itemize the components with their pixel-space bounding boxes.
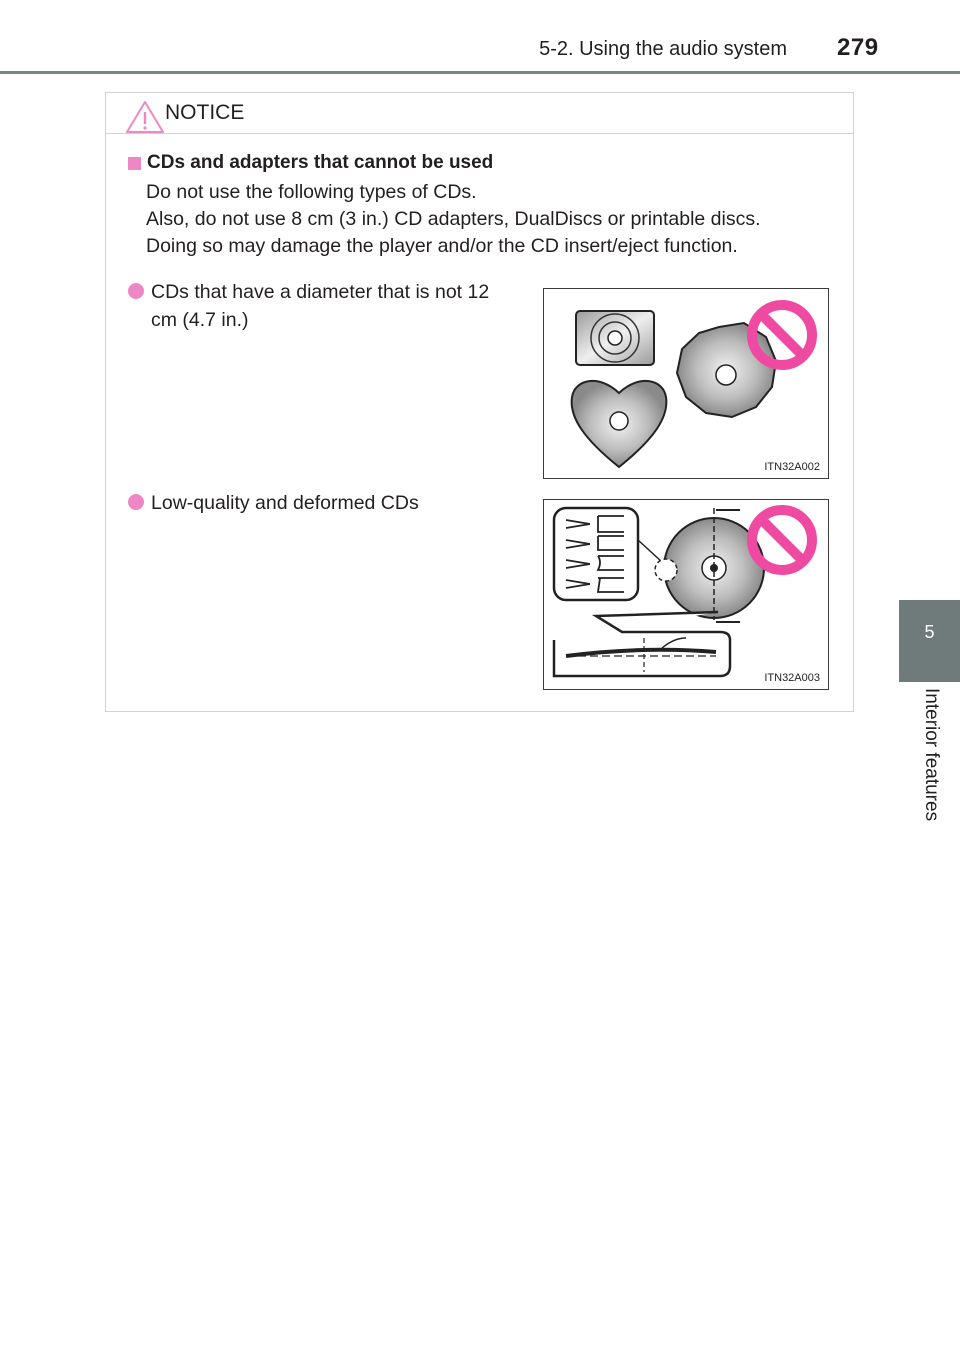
notice-title: NOTICE <box>165 101 245 124</box>
body-line: Also, do not use 8 cm (3 in.) CD adapters, DualDiscs or printable discs. <box>146 208 761 230</box>
round-bullet-icon <box>128 494 144 510</box>
chapter-number: 5 <box>924 622 935 642</box>
list-item-text: Low-quality and deformed CDs <box>151 492 419 514</box>
figure-deformed-cds <box>543 499 829 690</box>
chapter-label: Interior features <box>921 688 942 822</box>
body-line: Do not use the following types of CDs. <box>146 181 477 203</box>
list-item <box>128 489 523 517</box>
odd-shaped-cds-prohibited-icon <box>544 289 828 478</box>
figure-code: ITN32A003 <box>764 672 820 684</box>
notice-header <box>106 93 853 134</box>
deformed-cd-prohibited-icon <box>544 500 828 689</box>
section-title: 5-2. Using the audio system <box>539 38 787 60</box>
section-heading-text: CDs and adapters that cannot be used <box>147 152 494 173</box>
warning-triangle-icon <box>124 99 166 135</box>
figure-code: ITN32A002 <box>764 461 820 473</box>
section-heading <box>128 152 493 174</box>
body-line: Doing so may damage the player and/or the CD insert/eject function. <box>146 235 738 257</box>
round-bullet-icon <box>128 283 144 299</box>
page-number: 279 <box>837 34 879 61</box>
square-bullet-icon <box>128 157 141 170</box>
list-item-text: CDs that have a diameter that is not 12 <box>151 281 490 303</box>
list-item-text: cm (4.7 in.) <box>151 309 249 331</box>
list-item <box>128 278 523 334</box>
chapter-tab[interactable] <box>899 600 960 682</box>
figure-odd-shaped-cds <box>543 288 829 479</box>
header-rule <box>0 71 960 74</box>
